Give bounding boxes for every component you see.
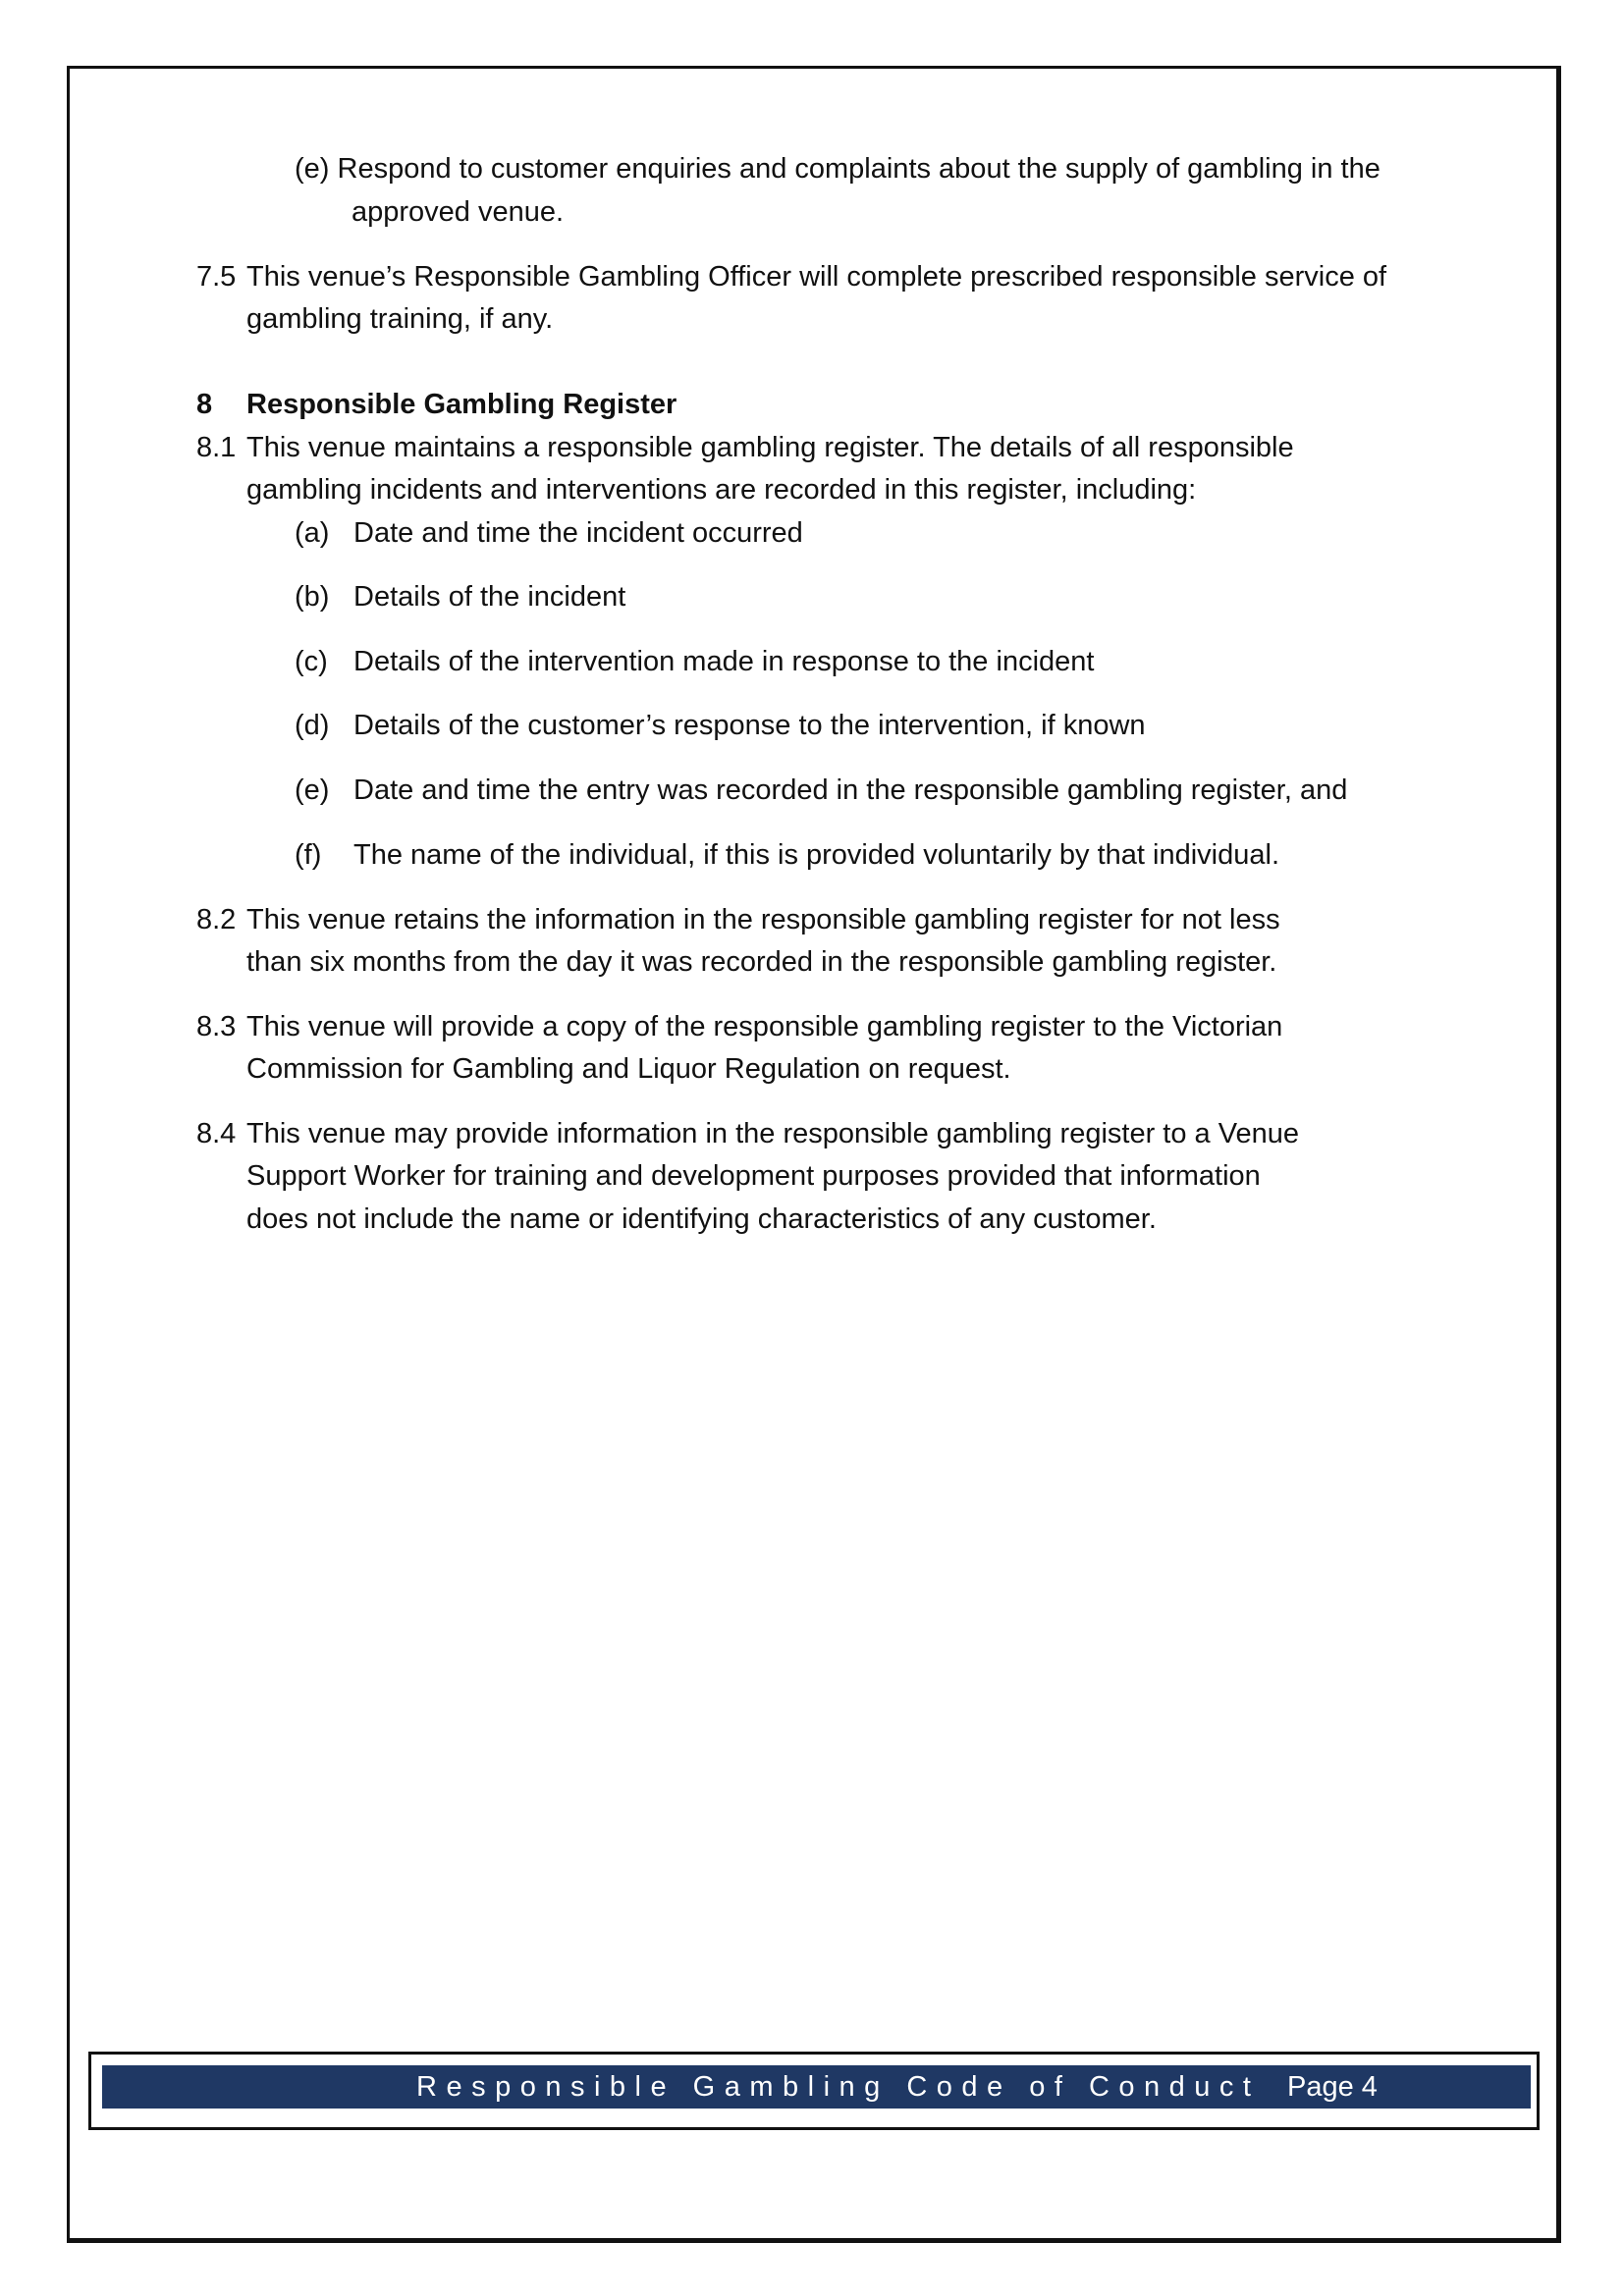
subitem-f-label: (f) — [295, 839, 322, 871]
page-number: Page 4 — [1287, 2071, 1378, 2103]
item-8-4-line-2: Support Worker for training and development purposes provided that information — [246, 1160, 1261, 1192]
item-8-4-line-3: does not include the name or identifying characteristics of any customer. — [246, 1203, 1157, 1235]
item-7-5-number: 7.5 — [196, 261, 237, 293]
section-8-number: 8 — [196, 389, 213, 420]
subitem-d-text: Details of the customer’s response to the intervention, if known — [353, 710, 1146, 741]
item-8-4-number: 8.4 — [196, 1118, 237, 1149]
footer-bar — [102, 2065, 1531, 2109]
item-8-2-line-1: This venue retains the information in the responsible gambling register for not less — [246, 904, 1280, 935]
subitem-c-label: (c) — [295, 646, 328, 677]
item-8-3-number: 8.3 — [196, 1011, 237, 1042]
item-7-4-e-line-2: approved venue. — [352, 196, 565, 228]
item-8-3-line-1: This venue will provide a copy of the responsible gambling register to the Victorian — [246, 1011, 1283, 1042]
item-8-1-line-2: gambling incidents and interventions are recorded in this register, including: — [246, 474, 1197, 506]
subitem-a-label: (a) — [295, 517, 330, 549]
subitem-e-text: Date and time the entry was recorded in the responsible gambling register, and — [353, 774, 1348, 806]
item-8-4-line-1: This venue may provide information in the responsible gambling register to a Venue — [246, 1118, 1299, 1149]
item-8-2-number: 8.2 — [196, 904, 237, 935]
item-7-4-e-line-1: (e) Respond to customer enquiries and complaints about the supply of gambling in the — [295, 153, 1380, 185]
item-8-1-line-1: This venue maintains a responsible gambling register. The details of all responsible — [246, 432, 1294, 463]
subitem-b-label: (b) — [295, 581, 330, 613]
subitem-d-label: (d) — [295, 710, 330, 741]
subitem-a-text: Date and time the incident occurred — [353, 517, 803, 549]
item-8-3-line-2: Commission for Gambling and Liquor Regulation on request. — [246, 1053, 1011, 1085]
subitem-f-text: The name of the individual, if this is provided voluntarily by that individual. — [353, 839, 1280, 871]
item-7-5-line-1: This venue’s Responsible Gambling Officer will complete prescribed responsible service of — [246, 261, 1387, 293]
section-8-title: Responsible Gambling Register — [246, 389, 677, 420]
subitem-b-text: Details of the incident — [353, 581, 626, 613]
item-8-2-line-2: than six months from the day it was recorded in the responsible gambling register. — [246, 946, 1277, 978]
subitem-e-label: (e) — [295, 774, 330, 806]
subitem-c-text: Details of the intervention made in response to the incident — [353, 646, 1095, 677]
item-8-1-number: 8.1 — [196, 432, 237, 463]
item-7-5-line-2: gambling training, if any. — [246, 303, 554, 335]
footer-title: Responsible Gambling Code of Conduct — [416, 2071, 1261, 2103]
